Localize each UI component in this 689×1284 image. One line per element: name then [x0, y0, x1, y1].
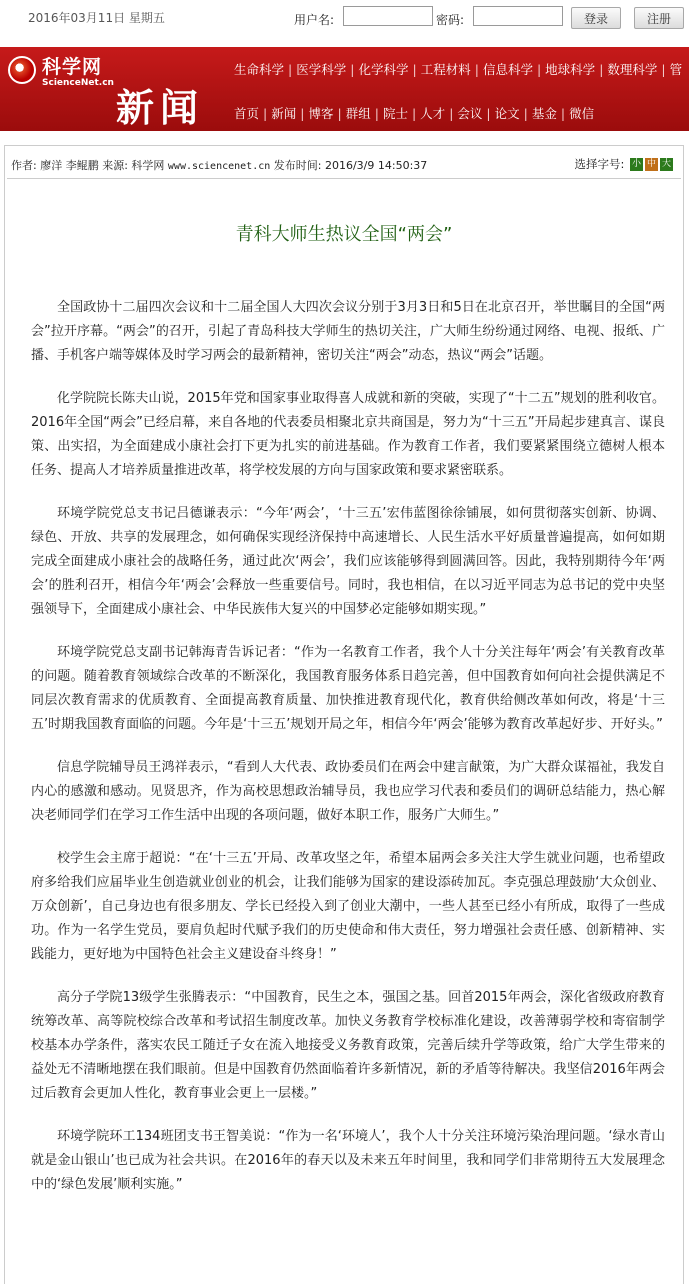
nav-separator: | — [288, 62, 293, 77]
site-banner — [0, 47, 689, 131]
nav-separator: | — [536, 62, 542, 77]
article-container — [4, 145, 684, 1284]
article-paragraph: 全国政协十二届四次会议和十二届全国人大四次会议分别于3月3日和5日在北京召开，举世瞩目的全国“两会”拉开序幕。“两会”的召开，引起了青岛科技大学师生的热切关注，广大师生纷纷通过网络、电视、报纸、广播、手机客户端等媒体及时学习两会的最新精神，密切关注“两会”动态，热议“两会”话题。 — [31, 300, 665, 363]
section-nav — [234, 104, 594, 122]
channel-information[interactable]: 信息科学 — [482, 62, 533, 77]
nav-separator: | — [486, 106, 491, 121]
channel-medical-science[interactable]: 医学科学 — [296, 62, 347, 77]
nav-wechat[interactable]: 微信 — [569, 106, 595, 121]
nav-separator: | — [412, 62, 417, 77]
channel-management[interactable]: 管 — [669, 62, 683, 77]
channel-engineering[interactable]: 工程材料 — [420, 62, 471, 77]
channel-earth-science[interactable]: 地球科学 — [545, 62, 596, 77]
nav-separator: | — [523, 106, 528, 121]
article-title: 青科大师生热议全国“两会” — [235, 224, 453, 245]
nav-papers[interactable]: 论文 — [494, 106, 520, 121]
login-button[interactable]: 登录 — [571, 7, 621, 29]
font-size-small-button[interactable]: 小 — [631, 159, 641, 169]
nav-separator: | — [661, 62, 666, 77]
nav-talent[interactable]: 人才 — [420, 106, 446, 121]
channel-nav — [234, 60, 682, 78]
nav-groups[interactable]: 群组 — [345, 106, 371, 121]
article-paragraph: 校学生会主席于超说：“在‘十三五’开局、改革攻坚之年，希望本届两会多关注大学生就业问题，也希望政府多给我们应届毕业生创造就业创业的机会，让我们能够为国家的建设添砖加瓦。李克强总理鼓励‘大众创业、万众创新’，自己身边也有很多朋友、学长已经投入到了创业大潮中，一些人甚至已经小有所成，取得了一些成功。作为一名学生党员，要肩负起时代赋予我们的历史使命和伟大责任，努力增强社会责任感、创新精神、实践能力，更好地为中国特色社会主义建设奋斗终身！” — [31, 851, 665, 962]
nav-academicians[interactable]: 院士 — [382, 106, 408, 121]
logo-emblem-icon — [8, 56, 36, 84]
meta-divider — [7, 178, 681, 179]
password-input[interactable] — [473, 6, 563, 26]
nav-meetings[interactable]: 会议 — [457, 106, 483, 121]
article-author-source: 作者: 廖洋 李鲲鹏 来源: 科学网 — [11, 159, 165, 172]
nav-separator: | — [449, 106, 454, 121]
nav-separator: | — [599, 62, 604, 77]
nav-separator: | — [337, 106, 342, 121]
nav-separator: | — [374, 106, 379, 121]
article-publish-time: 发布时间: 2016/3/9 14:50:37 — [273, 159, 428, 172]
channel-life-science[interactable]: 生命科学 — [234, 62, 285, 77]
nav-separator: | — [560, 106, 566, 121]
font-size-selector — [574, 156, 673, 172]
article-paragraph: 信息学院辅导员王鸿祥表示，“看到人大代表、政协委员们在两会中建言献策，为广大群众谋福祉，我发自内心的感激和感动。见贤思齐，作为高校思想政治辅导员，我也应学习代表和委员们的调研总结能力，热心解决老师同学们在学习工作生活中出现的各项问题，做好本职工作，服务广大师生。” — [31, 760, 665, 823]
font-size-medium-button[interactable]: 中 — [646, 159, 656, 169]
article-paragraph: 环境学院党总支书记吕德谦表示：“今年‘两会’，‘十三五’宏伟蓝图徐徐铺展，如何贯彻落实创新、协调、绿色、开放、共享的发展理念，如何确保实现经济保持中高速增长、人民生活水平好质量普遍提高，如何如期完成全面建成小康社会的战略任务，通过此次‘两会’，我们应该能够得到圆满回答。因此，我特别期待今年‘两会’的胜利召开，相信今年‘两会’会释放一些重要信号。同时，我也相信，在以习近平同志为总书记的党中央坚强领导下，全面建成小康社会、中华民族伟大复兴的中国梦必定能够如期实现。” — [31, 506, 665, 617]
nav-news[interactable]: 新闻 — [271, 106, 297, 121]
nav-blog[interactable]: 博客 — [308, 106, 334, 121]
article-body — [31, 296, 665, 1216]
nav-funding[interactable]: 基金 — [531, 106, 557, 121]
sciencenet-logo[interactable] — [4, 50, 114, 96]
logo-text: 科学网 — [42, 56, 103, 78]
top-bar — [0, 0, 689, 36]
article-paragraph: 环境学院环工134班团支书王智美说：“作为一名‘环境人’，我个人十分关注环境污染治理问题。‘绿水青山就是金山银山’也已成为社会共识。在2016年的春天以及未来五年时间里，我和同学们非常期待五大发展理念中的‘绿色发展’顺利实施。” — [31, 1129, 665, 1192]
register-button[interactable]: 注册 — [634, 7, 684, 29]
current-date: 2016年03月11日 星期五 — [28, 11, 165, 25]
article-paragraph: 高分子学院13级学生张腾表示：“中国教育，民生之本，强国之基。回首2015年两会，深化省级政府教育统筹改革、高等院校综合改革和考试招生制度改革。加快义务教育学校标准化建设，改善薄弱学校和寄宿制学校基本办学条件，落实农民工随迁子女在流入地接受义务教育政策，完善后续升学等政策，给广大学生带来的益处无不清晰地摆在我们眼前。但是中国教育仍然面临着许多新情况，新的矛盾等待解决。我坚信2016年两会过后教育会更加人性化，教育事业会更上一层楼。” — [31, 990, 665, 1101]
nav-separator: | — [263, 106, 268, 121]
font-size-label: 选择字号: — [574, 157, 625, 171]
article-paragraph: 化学院院长陈夫山说，2015年党和国家事业取得喜人成就和新的突破，实现了“十二五”规划的胜利收官。2016年全国“两会”已经启幕，来自各地的代表委员相聚北京共商国是，努力为“十三五”开局起步建真言、谋良策、出实招，为全面建成小康社会打下更为扎实的前进基础。作为教育工作者，我们要紧紧围绕立德树人根本任务、提高人才培养质量推进改革，将学校发展的方向与国家政策和要求紧密联系。 — [31, 391, 665, 478]
username-input[interactable] — [343, 6, 433, 26]
logo-domain: ScienceNet.cn — [42, 78, 114, 88]
font-size-large-button[interactable]: 大 — [661, 159, 671, 169]
article-source-url: www.sciencenet.cn — [167, 161, 271, 172]
nav-separator: | — [300, 106, 305, 121]
password-label: 密码: — [436, 13, 465, 27]
nav-separator: | — [411, 106, 417, 121]
channel-math-physics[interactable]: 数理科学 — [607, 62, 658, 77]
username-label: 用户名: — [294, 13, 335, 27]
channel-chemistry[interactable]: 化学科学 — [358, 62, 409, 77]
nav-home[interactable]: 首页 — [234, 106, 260, 121]
article-meta — [11, 157, 427, 173]
section-title: 新闻 — [116, 85, 205, 130]
article-paragraph: 环境学院党总支副书记韩海青告诉记者：“作为一名教育工作者，我个人十分关注每年‘两会’有关教育改革的问题。随着教育领域综合改革的不断深化，我国教育服务体系日趋完善，但中国教育如何向社会提供满足不同层次教育需求的优质教育、全面提高教育质量、加快推进教育现代化，教育供给侧改革如何改，将是‘十三五’时期我国教育面临的问题。今年是‘十三五’规划开局之年，相信今年‘两会’能够为教育改革起好步、开好头。” — [31, 645, 665, 732]
nav-separator: | — [350, 62, 355, 77]
nav-separator: | — [474, 62, 479, 77]
